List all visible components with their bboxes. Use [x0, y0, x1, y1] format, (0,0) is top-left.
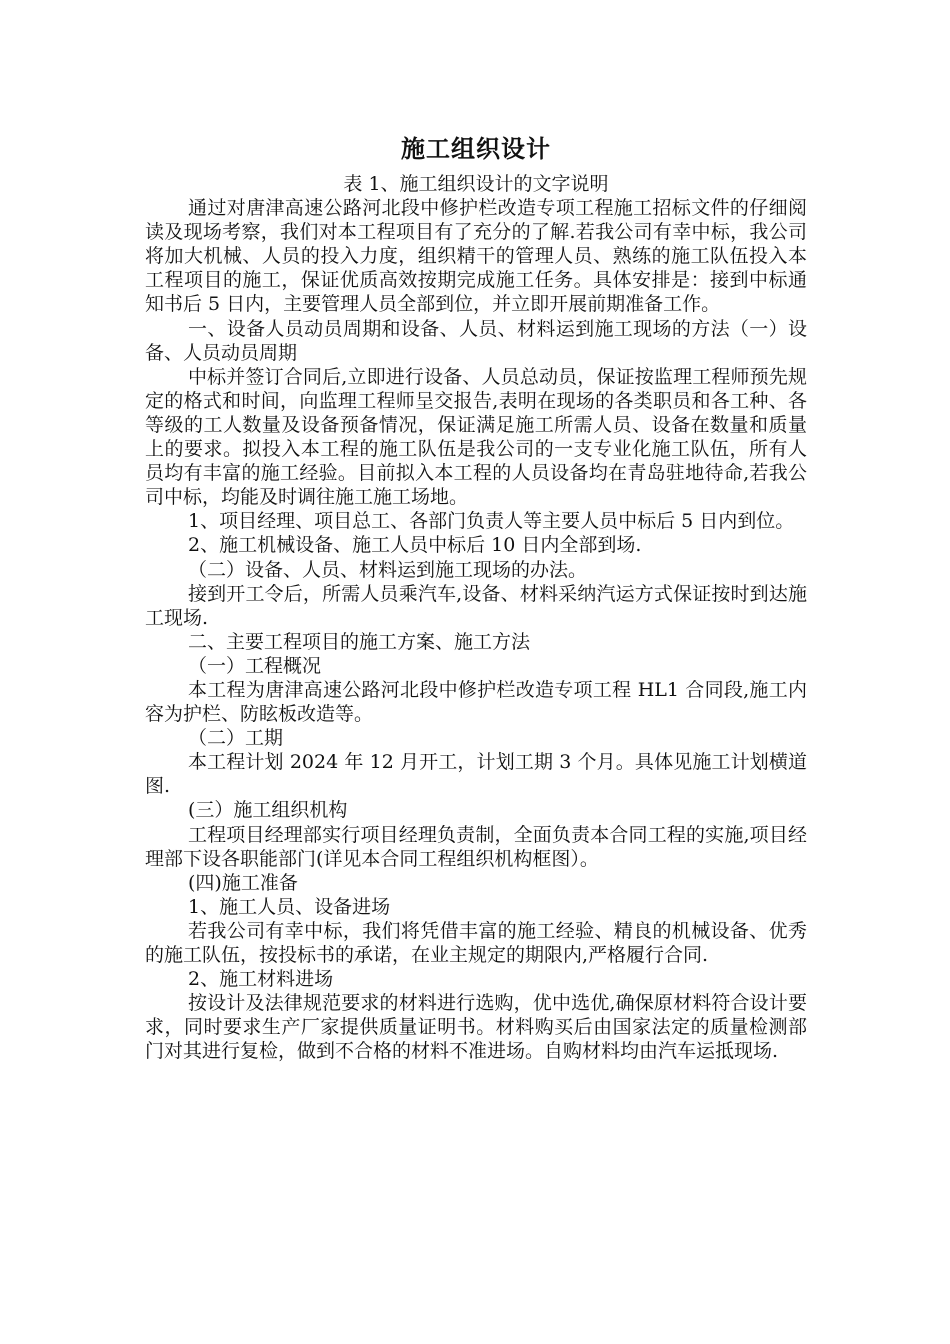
subheading-organization: (三）施工组织机构: [188, 799, 348, 822]
paragraph-mobilization: 中标并签订合同后,立即进行设备、人员总动员，保证按监理工程师预先规定的格式和时间，向监理工程师呈交报告,表明在现场的各类职员和各工种、各等级的工人数量及设备预备情况，保证满足施工所需人员、设备在数量和质量上的要求。拟投入本工程的施工队伍是我公司的一支专业化施工队伍，所有人员均有丰富的施工经验。目前拟入本工程的人员设备均在青岛驻地待命,若我公司中标，均能及时调往施工施工场地。: [145, 365, 807, 509]
list-item-equipment-arrival: 2、施工机械设备、施工人员中标后 10 日内全部到场.: [188, 534, 642, 557]
list-item-materials-entry: 2、施工材料进场: [188, 968, 334, 991]
subheading-project-overview: （一）工程概况: [188, 654, 322, 677]
table-caption: 表 1、施工组织设计的文字说明: [343, 173, 609, 195]
list-item-personnel-entry: 1、施工人员、设备进场: [188, 895, 391, 918]
paragraph-organization: 工程项目经理部实行项目经理负责制，全面负责本合同工程的实施,项目经理部下设各职能部门(详见本合同工程组织机构框图）。: [145, 823, 807, 870]
document-body: [145, 132, 807, 1063]
paragraph-intro: 通过对唐津高速公路河北段中修护栏改造专项工程施工招标文件的仔细阅读及现场考察，我们对本工程项目有了充分的了解.若我公司有幸中标，我公司将加大机械、人员的投入力度，组织精干的管理人员、熟练的施工队伍投入本工程项目的施工，保证优质高效按期完成施工任务。具体安排是：接到中标通知书后 5 日内，主要管理人员全部到位，并立即开展前期准备工作。: [145, 197, 807, 316]
paragraph-project-overview: 本工程为唐津高速公路河北段中修护栏改造专项工程 HL1 合同段,施工内容为护栏、防眩板改造等。: [145, 678, 807, 726]
paragraph-materials-entry: 按设计及法律规范要求的材料进行选购，优中选优,确保原材料符合设计要求，同时要求生产厂家提供质量证明书。材料购买后由国家法定的质量检测部门对其进行复检，做到不合格的材料不准进场。自购材料均由汽车运抵现场.: [145, 992, 807, 1063]
list-item-managers-arrival: 1、项目经理、项目总工、各部门负责人等主要人员中标后 5 日内到位。: [188, 510, 795, 533]
section-heading-construction-plan: 二、主要工程项目的施工方案、施工方法: [188, 630, 531, 653]
paragraph-transport-method: 接到开工令后，所需人员乘汽车,设备、材料采纳汽运方式保证按时到达施工现场.: [145, 582, 807, 629]
section-heading-mobilization: 一、设备人员动员周期和设备、人员、材料运到施工现场的方法（一）设备、人员动员周期: [145, 317, 807, 364]
paragraph-schedule: 本工程计划 2024 年 12 月开工，计划工期 3 个月。具体见施工计划横道图.: [145, 751, 807, 798]
paragraph-personnel-entry: 若我公司有幸中标，我们将凭借丰富的施工经验、精良的机械设备、优秀的施工队伍，按投标书的承诺，在业主规定的期限内,严格履行合同.: [145, 919, 807, 966]
subheading-schedule: （二）工期: [188, 727, 284, 750]
document-title: 施工组织设计: [401, 134, 551, 163]
subheading-preparation: (四)施工准备: [188, 871, 298, 894]
subheading-transport-method: （二）设备、人员、材料运到施工现场的办法。: [188, 558, 588, 581]
